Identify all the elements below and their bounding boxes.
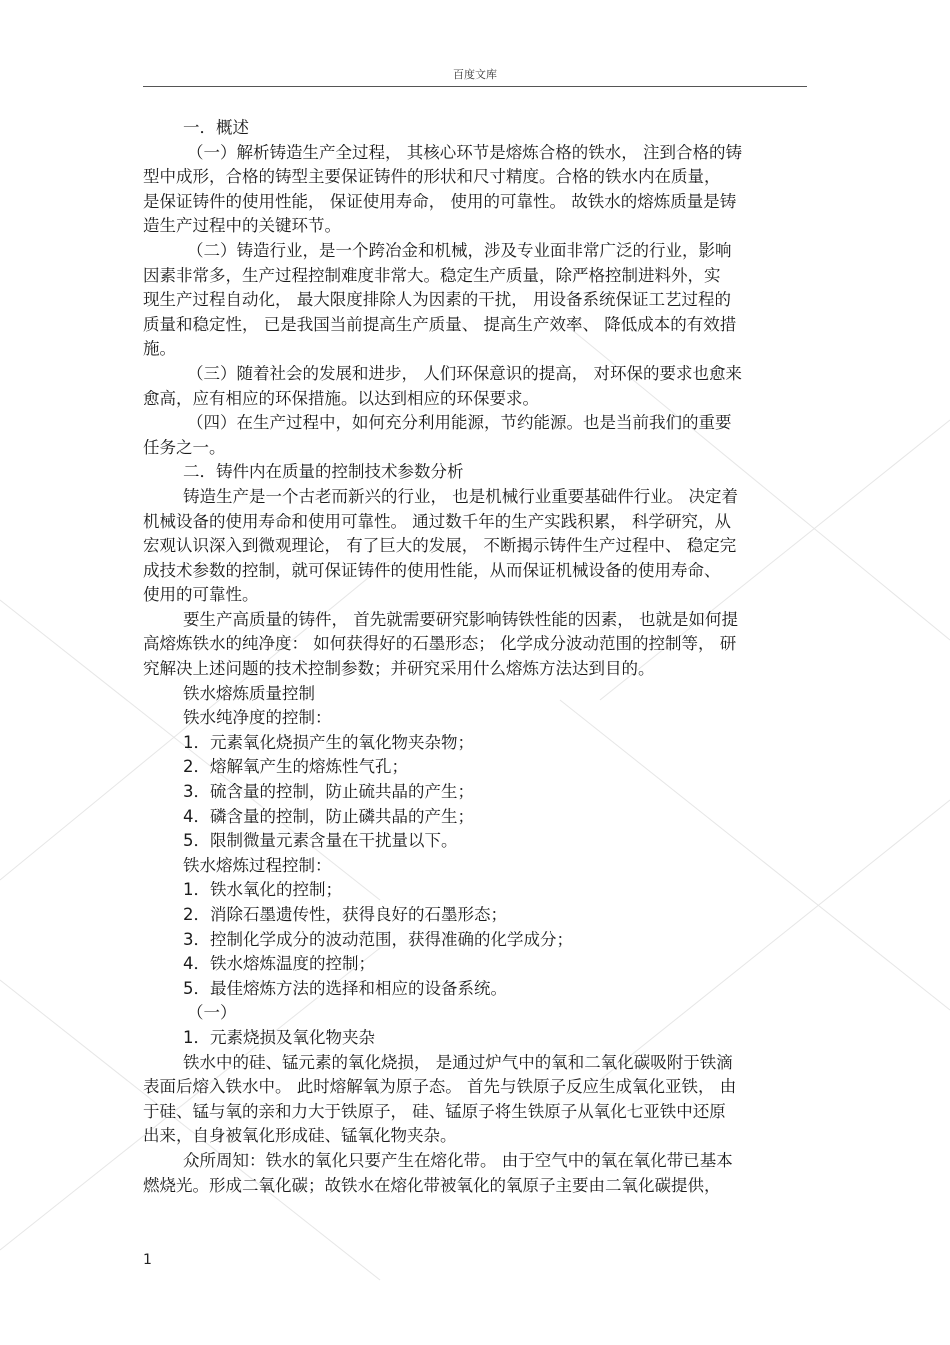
text-line: 铁水熔炼质量控制	[183, 683, 315, 703]
text-line: 施。	[143, 339, 176, 359]
text-line: 铁水熔炼过程控制：	[183, 855, 332, 875]
text-line: 因素非常多，生产过程控制难度非常大。稳定生产质量，除严格控制进料外，实	[143, 265, 721, 285]
text-line: 4．磷含量的控制，防止磷共晶的产生；	[183, 806, 474, 826]
text-line: 2．熔解氧产生的熔炼性气孔；	[183, 757, 408, 777]
text-line: 4．铁水熔炼温度的控制；	[183, 954, 375, 974]
text-line: 出来，自身被氧化形成硅、锰氧化物夹杂。	[143, 1126, 457, 1146]
text-line: 铁水中的硅、锰元素的氧化烧损， 是通过炉气中的氧和二氧化碳吸附于铁滴	[183, 1052, 733, 1072]
text-line: 于硅、锰与氧的亲和力大于铁原子， 硅、锰原子将生铁原子从氧化七亚铁中还原	[143, 1101, 726, 1121]
text-line: 3．硫含量的控制，防止硫共晶的产生；	[183, 782, 474, 802]
text-line: 表面后熔入铁水中。 此时熔解氧为原子态。 首先与铁原子反应生成氧化亚铁， 由	[143, 1077, 737, 1097]
text-line: 造生产过程中的关键环节。	[143, 216, 341, 236]
text-line: （一）	[187, 1003, 237, 1023]
text-line: （四）在生产过程中，如何充分利用能源，节约能源。也是当前我们的重要	[187, 413, 732, 433]
text-line: 型中成形，合格的铸型主要保证铸件的形状和尺寸精度。合格的铁水内在质量，	[143, 167, 721, 187]
text-line: 成技术参数的控制，就可保证铸件的使用性能，从而保证机械设备的使用寿命、	[143, 560, 721, 580]
text-line: 使用的可靠性。	[143, 585, 259, 605]
text-line: 要生产高质量的铸件， 首先就需要研究影响铸铁性能的因素， 也就是如何提	[183, 609, 738, 629]
document-body	[143, 116, 807, 1198]
text-line: 5．限制微量元素含量在干扰量以下。	[183, 831, 458, 851]
text-line: 任务之一。	[143, 437, 226, 457]
text-line: 燃烧光。形成二氧化碳；故铁水在熔化带被氧化的氧原子主要由二氧化碳提供，	[143, 1175, 721, 1195]
text-line: （一）解析铸造生产全过程， 其核心环节是熔炼合格的铁水， 注到合格的铸	[187, 142, 742, 162]
text-line: 质量和稳定性， 已是我国当前提高生产质量、 提高生产效率、 降低成本的有效措	[143, 314, 737, 334]
text-line: 二．铸件内在质量的控制技术参数分析	[183, 462, 464, 482]
text-line: 铸造生产是一个古老而新兴的行业， 也是机械行业重要基础件行业。 决定着	[183, 486, 738, 506]
text-line: 是保证铸件的使用性能， 保证使用寿命， 使用的可靠性。 故铁水的熔炼质量是铸	[143, 191, 737, 211]
page-number: 1	[143, 1252, 152, 1268]
page-header: 百度文库	[453, 68, 497, 81]
text-line: 1．元素氧化烧损产生的氧化物夹杂物；	[183, 732, 474, 752]
text-line: 愈高，应有相应的环保措施。以达到相应的环保要求。	[143, 388, 539, 408]
text-line: 铁水纯净度的控制：	[183, 708, 332, 728]
header-divider	[143, 86, 807, 87]
text-line: 宏观认识深入到微观理论， 有了巨大的发展， 不断揭示铸件生产过程中、 稳定完	[143, 536, 737, 556]
text-line: 一．概述	[183, 118, 249, 137]
text-line: 高熔炼铁水的纯净度： 如何获得好的石墨形态； 化学成分波动范围的控制等， 研	[143, 634, 737, 654]
text-line: 究解决上述问题的技术控制参数；并研究采用什么熔炼方法达到目的。	[143, 659, 655, 679]
text-line: 众所周知：铁水的氧化只要产生在熔化带。 由于空气中的氧在氧化带已基本	[183, 1150, 733, 1170]
text-line: （三）随着社会的发展和进步， 人们环保意识的提高， 对环保的要求也愈来	[187, 363, 742, 383]
text-line: 5．最佳熔炼方法的选择和相应的设备系统。	[183, 978, 507, 998]
text-line: 1．铁水氧化的控制；	[183, 880, 342, 900]
text-line: 1．元素烧损及氧化物夹杂	[183, 1027, 375, 1047]
text-line: 2．消除石墨遗传性，获得良好的石墨形态；	[183, 905, 507, 924]
text-line: 现生产过程自动化， 最大限度排除人为因素的干扰， 用设备系统保证工艺过程的	[143, 290, 731, 310]
text-line: 机械设备的使用寿命和使用可靠性。 通过数千年的生产实践积累， 科学研究，从	[143, 511, 731, 531]
text-line: （二）铸造行业，是一个跨冶金和机械，涉及专业面非常广泛的行业，影响	[187, 240, 732, 260]
text-line: 3．控制化学成分的波动范围，获得准确的化学成分；	[183, 929, 573, 949]
